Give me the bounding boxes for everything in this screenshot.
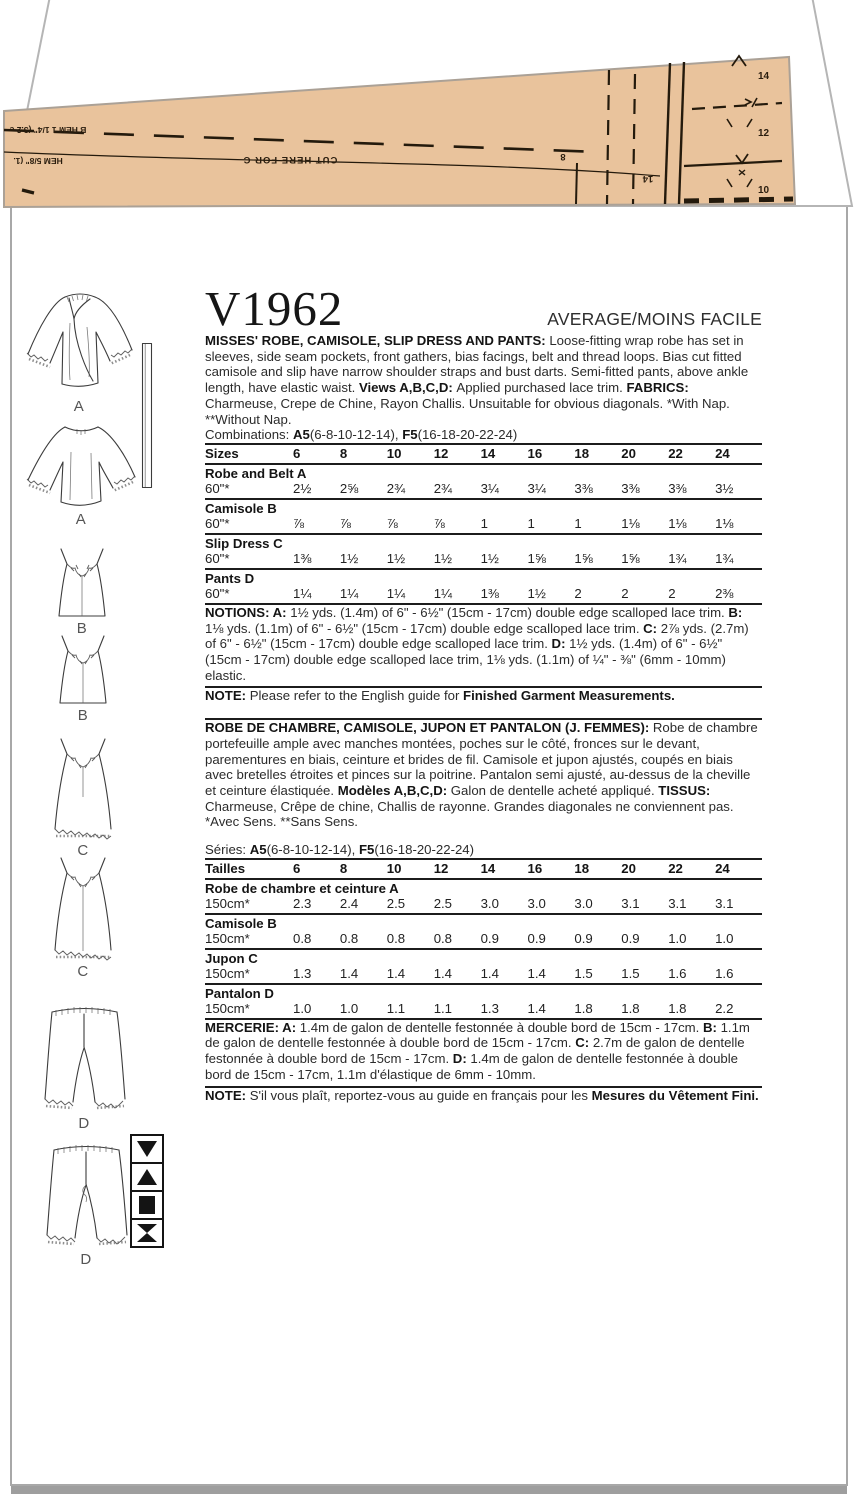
table-cell: 1¾ bbox=[715, 550, 734, 566]
text-segment: S'il vous plaît, reportez-vous au guide en français pour les bbox=[249, 1087, 592, 1103]
table-row bbox=[205, 966, 762, 985]
square-icon bbox=[130, 1190, 164, 1220]
difficulty-rating: AVERAGE/MOINS FACILE bbox=[547, 309, 762, 329]
table-header-label: Sizes bbox=[205, 445, 239, 461]
table-cell: 1½ bbox=[339, 550, 359, 566]
tissue-size-14-inner: 14 bbox=[642, 173, 654, 184]
table-group-name: Jupon C bbox=[205, 950, 258, 966]
view-label: A bbox=[75, 511, 87, 528]
slip-dress-front-drawing bbox=[44, 737, 122, 841]
table-cell: 1⅜ bbox=[293, 550, 312, 566]
tissue-size-8: 8 bbox=[560, 151, 566, 162]
view-a-robe-back bbox=[16, 418, 146, 528]
combinations-line bbox=[205, 427, 762, 443]
table-header-row bbox=[205, 860, 762, 880]
table-cell: 1.8 bbox=[574, 1000, 593, 1016]
view-d-pants-front bbox=[38, 1002, 130, 1132]
table-cell: 3⅜ bbox=[621, 480, 640, 496]
table-cell: 1⅝ bbox=[527, 550, 546, 566]
table-cell: 1.3 bbox=[293, 965, 312, 981]
table-cell: 0.9 bbox=[574, 930, 593, 946]
table-cell: 1¼ bbox=[433, 585, 453, 601]
table-group-name: Camisole B bbox=[205, 915, 277, 931]
text-segment: NOTE: bbox=[205, 1087, 250, 1103]
table-cell: 2.2 bbox=[715, 1000, 734, 1016]
text-segment: (6-8-10-12-14), bbox=[309, 427, 403, 443]
table-cell: 1.1 bbox=[386, 1000, 406, 1016]
fabric-width-label: 150cm* bbox=[205, 895, 250, 911]
text-segment: 1⅛ yds. (1.1m) of 6" - 6½" (15cm - 17cm) double edge scalloped lace trim. bbox=[205, 620, 644, 636]
tissue-hem-b-label: B HEM 1 1/4" (3.2 c bbox=[9, 125, 87, 135]
table-cell: 1.1 bbox=[433, 1000, 453, 1016]
table-cell: 0.8 bbox=[386, 930, 406, 946]
tissue-size-12: 12 bbox=[758, 128, 770, 139]
text-segment: A5 bbox=[292, 427, 310, 443]
description-english bbox=[205, 333, 762, 427]
table-cell: 22 bbox=[668, 860, 683, 876]
table-row bbox=[205, 1001, 762, 1020]
table-cell: 1.0 bbox=[715, 930, 734, 946]
table-cell: 2 bbox=[668, 585, 676, 601]
text-segment: A5 bbox=[249, 842, 267, 858]
table-cell: 22 bbox=[668, 445, 683, 461]
table-group-name: Pants D bbox=[205, 570, 255, 586]
table-cell: 1⅝ bbox=[621, 550, 640, 566]
table-cell: 14 bbox=[480, 860, 496, 876]
yardage-table-french bbox=[205, 858, 762, 1020]
table-cell: 2.3 bbox=[293, 895, 312, 911]
table-cell: 3.0 bbox=[480, 895, 499, 911]
text-segment: Loose-fitting wrap robe has set in sleeves, side seam pockets, front gathers, bias facings, belt and thread loops. Bias cut fitted camisole and slip have narrow shoulder straps and bust darts. Semi-fitted pants, above ankle length, have elastic waist. bbox=[205, 333, 749, 396]
table-cell: 3¼ bbox=[527, 480, 546, 496]
text-segment: Charmeuse, Crêpe de chine, Challis de rayonne. Grandes diagonales ne conviennent pas. *Avec Sens. **Sans Sens. bbox=[205, 798, 734, 830]
table-cell: 1.4 bbox=[433, 965, 453, 981]
pants-front-drawing bbox=[39, 1002, 129, 1114]
table-cell: 1.6 bbox=[668, 965, 687, 981]
hourglass-icon bbox=[130, 1218, 164, 1248]
table-cell: 16 bbox=[527, 860, 543, 876]
table-cell: 16 bbox=[527, 445, 543, 461]
tissue-cut-here-label: CUT HERE FOR C bbox=[242, 154, 338, 165]
table-cell: 3¼ bbox=[480, 480, 499, 496]
view-a-robe-front bbox=[14, 287, 144, 415]
table-cell: 6 bbox=[293, 445, 301, 461]
table-group-name: Robe and Belt A bbox=[205, 465, 307, 481]
note-french bbox=[205, 1088, 762, 1104]
table-cell: 2¾ bbox=[433, 480, 453, 496]
description-french bbox=[205, 720, 762, 830]
table-group-name: Camisole B bbox=[205, 500, 277, 516]
text-segment: 1.4m de galon de dentelle festonnée à double bord de 15cm - 17cm. bbox=[299, 1019, 703, 1035]
table-cell: 3.1 bbox=[668, 895, 687, 911]
table-cell: 3⅜ bbox=[668, 480, 687, 496]
text-segment: 1.4m de galon de dentelle festonnée à double bord de 15cm - 17cm, 1.1m d'élastique de 6mm - 10mm. bbox=[205, 1051, 739, 1082]
table-cell: 1¼ bbox=[293, 585, 312, 601]
table-cell: 2⅜ bbox=[715, 585, 734, 601]
table-cell: 20 bbox=[621, 860, 636, 876]
view-label: C bbox=[77, 963, 89, 980]
table-cell: 10 bbox=[386, 860, 402, 876]
table-cell: 1⅛ bbox=[621, 515, 640, 531]
text-segment: C: bbox=[643, 620, 661, 636]
table-cell: 1.4 bbox=[480, 965, 499, 981]
table-cell: 1⅛ bbox=[715, 515, 734, 531]
table-cell: 12 bbox=[433, 860, 449, 876]
text-segment: Galon de dentelle acheté appliqué. bbox=[450, 782, 659, 798]
text-segment: TISSUS: bbox=[658, 782, 711, 798]
table-cell: 2.5 bbox=[433, 895, 453, 911]
table-cell: 1.0 bbox=[293, 1000, 312, 1016]
table-cell: 1.4 bbox=[527, 965, 546, 981]
text-segment: (16-18-20-22-24) bbox=[374, 842, 475, 858]
text-segment: Applied purchased lace trim. bbox=[456, 380, 627, 396]
table-cell: 1⅛ bbox=[668, 515, 687, 531]
table-cell: 1.3 bbox=[480, 1000, 499, 1016]
view-label: D bbox=[78, 1115, 90, 1132]
table-cell: 2 bbox=[621, 585, 629, 601]
text-segment: Charmeuse, Crepe de Chine, Rayon Challis. Unsuitable for obvious diagonals. *With Nap. **Without Nap. bbox=[205, 395, 730, 427]
table-group-name: Robe de chambre et ceinture A bbox=[205, 880, 399, 896]
text-segment: Robe de chambre portefeuille ample avec manches montées, poches sur le côté, fronces sur le devant, parementures en biais, ceinture et brides de fil. Camisole et jupon ajustés, coupés en biais avec bretelles étroites et pinces sur la poitrine. Pantalon semi ajusté, au-dessus de la cheville et ceinture élastiquée. bbox=[205, 720, 758, 798]
table-cell: 1½ bbox=[480, 550, 499, 566]
fabric-width-label: 150cm* bbox=[205, 930, 250, 946]
table-cell: 3.0 bbox=[574, 895, 593, 911]
table-cell: 2 bbox=[574, 585, 582, 601]
table-header-row bbox=[205, 445, 762, 465]
table-cell: 1⅜ bbox=[480, 585, 499, 601]
text-segment: Finished Garment Measurements. bbox=[463, 688, 675, 704]
fabric-width-label: 60"* bbox=[205, 550, 230, 566]
table-cell: 8 bbox=[339, 860, 348, 876]
text-segment: MERCERIE: A: bbox=[205, 1019, 300, 1035]
text-segment: MISSES' ROBE, CAMISOLE, SLIP DRESS AND PANTS: bbox=[205, 333, 550, 348]
robe-back-drawing bbox=[19, 418, 144, 510]
tissue-size-14: 14 bbox=[758, 71, 770, 82]
pattern-number: V1962 bbox=[205, 281, 344, 336]
view-label: B bbox=[77, 707, 89, 724]
fabric-width-label: 60"* bbox=[205, 585, 230, 601]
table-cell: 1½ bbox=[433, 550, 453, 566]
table-cell: 1.4 bbox=[527, 1000, 546, 1016]
text-segment: (6-8-10-12-14), bbox=[266, 842, 359, 858]
view-label: D bbox=[80, 1251, 92, 1268]
table-cell: ⅞ bbox=[386, 515, 398, 531]
table-row bbox=[205, 896, 762, 915]
table-cell: 3⅜ bbox=[574, 480, 593, 496]
tissue-hem-label: HEM 5/8" (1. bbox=[13, 156, 63, 166]
view-b-camisole-back bbox=[46, 634, 120, 724]
title-row bbox=[205, 281, 762, 336]
table-cell: 1 bbox=[480, 515, 488, 531]
table-cell: 24 bbox=[715, 860, 730, 876]
text-segment: B: bbox=[703, 1019, 721, 1035]
table-cell: 6 bbox=[293, 860, 301, 876]
text-segment: Combinations: bbox=[205, 427, 293, 443]
robe-front-drawing bbox=[17, 287, 142, 397]
text-segment: (16-18-20-22-24) bbox=[417, 427, 518, 443]
text-segment: FABRICS: bbox=[626, 380, 689, 396]
view-c-slip-front bbox=[43, 737, 123, 859]
table-row bbox=[205, 586, 762, 605]
fabric-width-label: 60"* bbox=[205, 480, 230, 496]
text-segment: Modèles A,B,C,D: bbox=[337, 782, 451, 798]
table-cell: ⅞ bbox=[339, 515, 351, 531]
table-cell: 8 bbox=[339, 445, 348, 461]
triangle-up-icon bbox=[130, 1162, 164, 1192]
table-cell: 1¼ bbox=[386, 585, 406, 601]
text-segment: D: bbox=[452, 1051, 471, 1067]
table-row bbox=[205, 481, 762, 500]
text-segment: D: bbox=[551, 636, 570, 652]
table-cell: 3.0 bbox=[527, 895, 546, 911]
table-cell: 1.6 bbox=[715, 965, 734, 981]
text-segment: Views A,B,C,D: bbox=[358, 380, 457, 396]
fabric-width-label: 60"* bbox=[205, 515, 230, 531]
view-c-slip-back bbox=[43, 856, 123, 980]
table-row bbox=[205, 516, 762, 535]
table-cell: 1.0 bbox=[339, 1000, 359, 1016]
text-segment: NOTE: bbox=[205, 688, 250, 704]
table-group-name: Slip Dress C bbox=[205, 535, 283, 551]
table-cell: 0.9 bbox=[621, 930, 640, 946]
yardage-table-english bbox=[205, 443, 762, 605]
table-cell: ⅞ bbox=[433, 515, 445, 531]
table-header-label: Tailles bbox=[205, 860, 246, 876]
table-cell: 1.0 bbox=[668, 930, 687, 946]
table-cell: 1.5 bbox=[621, 965, 640, 981]
table-cell: 1.5 bbox=[574, 965, 593, 981]
text-segment: C: bbox=[575, 1035, 593, 1051]
table-cell: 0.9 bbox=[527, 930, 546, 946]
camisole-front-drawing bbox=[46, 547, 118, 619]
text-segment: Please refer to the English guide for bbox=[249, 688, 464, 704]
mercerie-paragraph bbox=[205, 1020, 762, 1083]
text-segment: 2.7m de galon de dentelle festonnée à double bord de 15cm - 17cm. bbox=[205, 1035, 745, 1067]
envelope-text-column bbox=[205, 281, 762, 1103]
view-label: A bbox=[73, 398, 85, 415]
text-segment: Mesures du Vêtement Fini. bbox=[591, 1087, 759, 1103]
view-label: B bbox=[76, 620, 88, 637]
text-segment: 1½ yds. (1.4m) of 6" - 6½" (15cm - 17cm) double edge scalloped lace trim. bbox=[290, 604, 729, 620]
table-cell: 1¾ bbox=[668, 550, 687, 566]
table-cell: 2¾ bbox=[386, 480, 406, 496]
text-segment: Séries: bbox=[205, 842, 250, 858]
table-cell: 1.8 bbox=[621, 1000, 640, 1016]
table-cell: 1⅝ bbox=[574, 550, 593, 566]
tissue-paper bbox=[0, 0, 858, 232]
table-cell: 2⅝ bbox=[339, 480, 359, 496]
note-english bbox=[205, 688, 762, 704]
table-cell: 10 bbox=[386, 445, 402, 461]
table-cell: 3.1 bbox=[715, 895, 734, 911]
table-cell: 1¼ bbox=[339, 585, 359, 601]
table-cell: 2.5 bbox=[386, 895, 406, 911]
slip-dress-back-drawing bbox=[44, 856, 122, 962]
table-cell: 24 bbox=[715, 445, 730, 461]
table-cell: 0.9 bbox=[480, 930, 499, 946]
table-cell: 1 bbox=[574, 515, 582, 531]
table-cell: 0.8 bbox=[293, 930, 312, 946]
table-cell: 12 bbox=[433, 445, 449, 461]
triangle-down-icon bbox=[130, 1134, 164, 1164]
table-cell: 2½ bbox=[293, 480, 312, 496]
fabric-width-label: 150cm* bbox=[205, 1000, 250, 1016]
table-cell: 1 bbox=[527, 515, 535, 531]
notions-paragraph bbox=[205, 605, 762, 684]
table-cell: ⅞ bbox=[293, 515, 304, 531]
table-row bbox=[205, 931, 762, 950]
table-cell: 18 bbox=[574, 860, 590, 876]
text-segment: 1½ yds. (1.4m) of 6" - 6½" (15cm - 17cm) double edge scalloped lace trim, 1⅛ yds. (1.1m) of ¼" - ⅜" (6mm - 10mm) elastic. bbox=[205, 636, 726, 683]
text-segment: 1.1m de galon de dentelle festonnée à double bord de 15cm - 17cm. bbox=[205, 1019, 750, 1051]
table-row bbox=[205, 551, 762, 570]
table-cell: 1½ bbox=[527, 585, 546, 601]
view-b-camisole-front bbox=[44, 547, 120, 637]
text-segment: NOTIONS: A: bbox=[205, 604, 291, 620]
table-cell: 1.4 bbox=[339, 965, 359, 981]
series-line bbox=[205, 842, 762, 858]
pants-back-drawing bbox=[41, 1140, 131, 1250]
cutting-layout-symbols bbox=[130, 1136, 164, 1248]
text-segment: ROBE DE CHAMBRE, CAMISOLE, JUPON ET PANTALON (J. FEMMES): bbox=[205, 720, 653, 736]
tissue-size-10: 10 bbox=[758, 185, 770, 196]
text-segment: 2⅞ yds. (2.7m) of 6" - 6½" (15cm - 17cm) double edge scalloped lace trim. bbox=[205, 620, 749, 652]
table-cell: 20 bbox=[621, 445, 636, 461]
table-cell: 1.8 bbox=[668, 1000, 687, 1016]
table-cell: 3½ bbox=[715, 480, 734, 496]
text-segment: F5 bbox=[402, 427, 418, 443]
text-segment: F5 bbox=[358, 842, 375, 858]
table-cell: 1½ bbox=[386, 550, 406, 566]
camisole-back-drawing bbox=[48, 634, 118, 706]
table-cell: 0.8 bbox=[339, 930, 359, 946]
table-cell: 3.1 bbox=[621, 895, 640, 911]
table-cell: 18 bbox=[574, 445, 590, 461]
table-cell: 2.4 bbox=[339, 895, 359, 911]
fabric-width-label: 150cm* bbox=[205, 965, 250, 981]
view-d-pants-back bbox=[40, 1140, 132, 1268]
table-cell: 0.8 bbox=[433, 930, 453, 946]
table-group-name: Pantalon D bbox=[205, 985, 274, 1001]
text-segment: B: bbox=[728, 604, 743, 620]
table-cell: 1.4 bbox=[386, 965, 406, 981]
table-cell: 14 bbox=[480, 445, 496, 461]
view-label: C bbox=[77, 842, 89, 859]
